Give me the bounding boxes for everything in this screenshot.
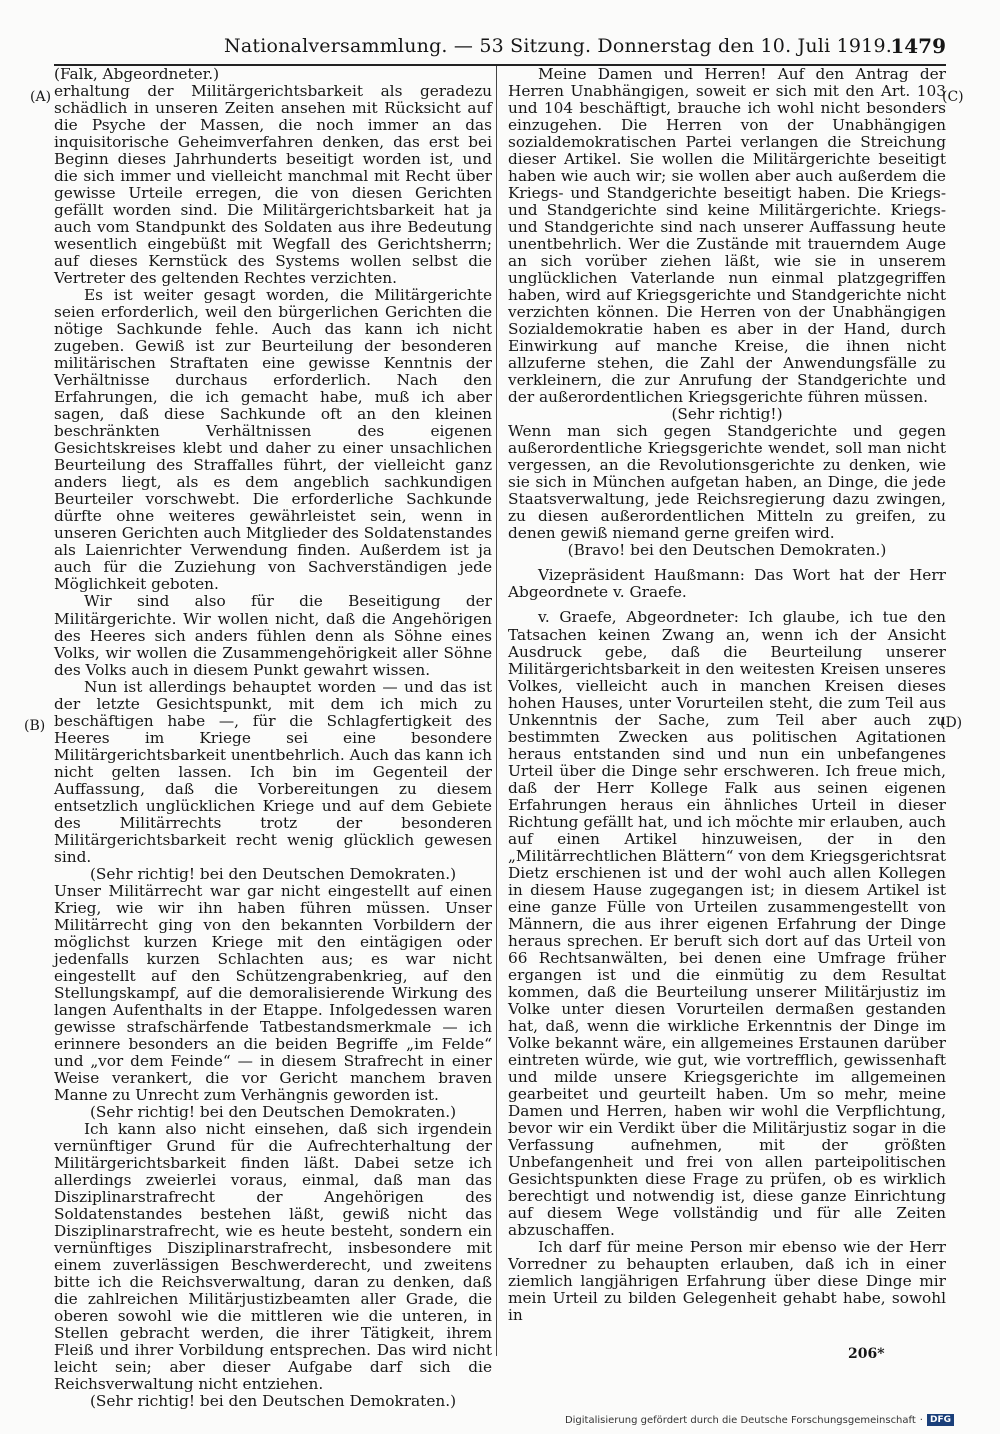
dfg-logo: DFG (927, 1414, 954, 1426)
speaker-line: Vizepräsident Haußmann: Das Wort hat der Herr Abgeordnete v. Graefe. (508, 566, 946, 602)
paragraph: erhaltung der Militärgerichtsbarkeit als geradezu schädlich in unseren Zeiten ansehen mit Rücksicht auf die Psyche der Massen, die noch immer an das inquisitorische Geheimverfahren denken, das erst bei Beginn dieses Jahrhunderts beseitigt worden ist, und die sich immer und vielleicht manchmal mit Recht über gewisse Urteile erregen, die von diesen Gerichten gefällt worden sind. Die Militärgerichtsbarkeit hat ja auch vom Standpunkt des Soldaten aus ihre Bedeutung wesentlich eingebüßt mit Wegfall des Gerichtsherrn; auf dieses Kernstück des Systems wollen selbst die Vertreter des geltenden Rechtes verzichten. (54, 82, 492, 288)
interjection: (Sehr richtig! bei den Deutschen Demokraten.) (89, 1392, 457, 1411)
paragraph: Es ist weiter gesagt worden, die Militärgerichte seien erforderlich, weil den bürgerlichen Gerichten die nötige Sachkunde fehle. Auch das kann ich nicht zugeben. Gewiß ist zur Beurteilung der besonderen militärischen Straftaten eine gewisse Kenntnis der Verhältnisse durchaus erforderlich. Nach den Erfahrungen, die ich gemacht habe, muß ich aber sagen, daß diese Sachkunde oft an den kleinen beschränkten Verhältnissen des eigenen Gesichtskreises klebt und daher zu einer unsachlichen Beurteilung des Straffalles führt, der vielleicht ganz anders liegt, als es dem angeblich sachkundigen Beurteiler vorschwebt. Die erforderliche Sachkunde dürfte ohne weiteres gewährleistet sein, wenn in unseren Gerichten auch Mitglieder des Soldatenstandes als Laienrichter Verwendung finden. Außerdem ist ja auch für die Zuziehung von Sachverständigen jede Möglichkeit geboten. (54, 286, 492, 594)
paragraph: Wir sind also für die Beseitigung der Militärgerichte. Wir wollen nicht, daß die Angehörigen des Heeres sich anders fühlen denn als Söhne eines Volks, wir wollen die Zusammengehörigkeit aller Söhne des Volks auch in diesem Punkt gewahrt wissen. (54, 592, 492, 679)
paragraph: Unser Militärrecht war gar nicht eingestellt auf einen Krieg, wie wir ihn haben führen müssen. Unser Militärrecht ging von den bekannten Vorbildern der möglichst kurzen Kriege mit den eintägigen oder jedenfalls kurzen Schlachten aus; es war nicht eingestellt auf den Schützengrabenkrieg, auf den Stellungskampf, auf die demoralisierende Wirkung des langen Aufenthalts in der Etappe. Infolgedessen waren gewisse strafschärfende Tatbestandsmerkmale — ich erinnere besonders an die beiden Begriffe „im Felde“ und „vor dem Feinde“ — in diesem Strafrecht in einer Weise verankert, die vor Gericht manchem braven Manne zu Unrecht zum Verhängnis geworden ist. (54, 881, 492, 1104)
interjection: (Sehr richtig! bei den Deutschen Demokraten.) (89, 864, 457, 883)
column-divider (496, 66, 497, 1356)
paragraph: Nun ist allerdings behauptet worden — und das ist der letzte Gesichtspunkt, mit dem ich mich zu beschäftigen habe —, für die Schlagfertigkeit des Heeres im Kriege sei eine besondere Militärgerichtsbarkeit unentbehrlich. Auch das kann ich nicht gelten lassen. Ich bin im Gegenteil der Auffassung, daß die Vorbereitungen zu diesem entsetzlich unglücklichen Kriege und auf dem Gebiete des Militärrechts trotz der besonderen Militärgerichtsbarkeit recht wenig glücklich gewesen sind. (54, 677, 492, 866)
speaker-continuation: (Falk, Abgeordneter.) (54, 65, 220, 83)
left-column (54, 66, 492, 1410)
page-number: 1479 (890, 34, 946, 58)
paragraph: Ich kann also nicht einsehen, daß sich irgendein vernünftiger Grund für die Aufrechterhaltung der Militärgerichtsbarkeit finden läßt. Dabei setze ich allerdings zweierlei voraus, einmal, daß man das Disziplinarstrafrecht der Angehörigen des Soldatenstandes bestehen läßt, gewiß nicht das Disziplinarstrafrecht, wie es heute besteht, sondern ein vernünftiges Disziplinarstrafrecht, insbesondere mit einem zuverlässigen Beschwerderecht, und zweitens bitte ich die Reichsverwaltung, daran zu denken, daß die zahlreichen Militärjustizbeamten aller Grade, die oberen sowohl wie die mittleren wie die unteren, in Stellen gebracht werden, die ihrer Tätigkeit, ihrem Fleiß und ihrer Vorbildung entsprechen. Das wird nicht leicht sein; aber dieser Aufgabe darf sich die Reichsverwaltung nicht entziehen. (54, 1119, 492, 1394)
margin-mark-d: (D) (940, 715, 963, 731)
signature-mark: 206* (848, 1346, 885, 1362)
interjection: (Bravo! bei den Deutschen Demokraten.) (567, 541, 887, 560)
paragraph: Wenn man sich gegen Standgerichte und gegen außerordentliche Kriegsgerichte wendet, soll man nicht vergessen, an die Revolutionsgerichte zu denken, wie sie sich in München aufgetan haben, an Dinge, die jede Staatsverwaltung, jede Reichsregierung dazu zwingen, zu diesen außerordentlichen Mitteln zu greifen, zu denen gewiß niemand gerne greifen wird. (508, 422, 946, 543)
interjection: (Sehr richtig! bei den Deutschen Demokraten.) (89, 1102, 457, 1121)
paragraph: Meine Damen und Herren! Auf den Antrag der Herren Unabhängigen, soweit er sich mit den Art. 103 und 104 beschäftigt, brauche ich wohl nicht besonders einzugehen. Die Herren von der Unabhängigen sozialdemokratischen Partei verlangen die Streichung dieser Artikel. Sie wollen die Militärgerichte beseitigt haben wie auch wir; sie wollen aber auch außerdem die Kriegs- und Standgerichte beseitigt haben. Die Kriegs- und Standgerichte sind keine Militärgerichte. Kriegs- und Standgerichte sind nach unserer Auffassung heute unentbehrlich. Wer die Zustände mit trauerndem Auge an sich vorüber ziehen läßt, wie sie in unserem unglücklichen Vaterlande nun einmal platzgegriffen haben, wird auf Kriegsgerichte und Standgerichte nicht verzichten können. Die Herren von der Unabhängigen Sozialdemokratie haben es aber in der Hand, durch Einwirkung auf manche Kreise, die ihnen nicht allzuferne stehen, die Zahl der Anwendungsfälle zu verkleinern, die zur Anrufung der Standgerichte und der außerordentlichen Kriegsgerichte führen müssen. (508, 65, 946, 407)
paragraph: Ich darf für meine Person mir ebenso wie der Herr Vorredner zu behaupten erlauben, daß ich in einer ziemlich langjährigen Erfahrung über diese Dinge mir mein Urteil zu bilden Gelegenheit gehabt habe, sowohl in (508, 1238, 946, 1325)
right-column (508, 66, 946, 1324)
margin-mark-c: (C) (942, 89, 964, 105)
margin-mark-b: (B) (24, 718, 46, 734)
credit-text: Digitalisierung gefördert durch die Deutsche Forschungsgemeinschaft (564, 1414, 916, 1426)
margin-mark-a: (A) (30, 89, 52, 105)
running-header (54, 30, 946, 62)
paragraph: v. Graefe, Abgeordneter: Ich glaube, ich tue den Tatsachen keinen Zwang an, wenn ich der Ansicht Ausdruck gebe, daß die Beurteilung unserer Militärgerichtsbarkeit in den weitesten Kreisen unseres Volkes, vielleicht auch in manchen Kreisen dieses hohen Hauses, unter Vorurteilen steht, die zum Teil aus Unkenntnis der Sache, zum Teil aber auch zu bestimmten Zwecken aus politischen Agitationen heraus entstanden sind und nun ein unbefangenes Urteil über die Dinge sehr erschweren. Ich freue mich, daß der Herr Kollege Falk aus seinen eigenen Erfahrungen heraus ein ähnliches Urteil in dieser Richtung gefällt hat, und ich möchte mir erlauben, auch auf einen Artikel hinzuweisen, der in den „Militärrechtlichen Blättern“ von dem Kriegsgerichtsrat Dietz erschienen ist und der wohl auch allen Kollegen in diesem Hause zugegangen ist; in diesem Artikel ist eine ganze Fülle von Urteilen zusammengestellt von Männern, die aus ihrer eigenen Erfahrung der Dinge heraus sprechen. Er beruft sich dort auf das Urteil von 66 Rechtsanwälten, bei denen eine Umfrage früher ergangen ist und die einmütig zu dem Resultat kommen, daß die Beurteilung unserer Militärjustiz im Volke unter diesen Vorurteilen dermaßen gestanden hat, daß, wenn die wirkliche Erkenntnis der Dinge im Volke bekannt wäre, ein allgemeines Erstaunen darüber eintreten würde, wie gut, wie vortrefflich, gewissenhaft und milde unsere Kriegsgerichte im allgemeinen gearbeitet und geurteilt haben. Um so mehr, meine Damen und Herren, haben wir wohl die Verpflichtung, bevor wir ein Verdikt über die Militärjustiz sogar in die Verfassung aufnehmen, mit der größten Unbefangenheit und frei von allen parteipolitischen Gesichtspunkten diese Frage zu prüfen, ob es wirklich berechtigt und notwendig ist, diese ganze Einrichtung auf diesem Wege vollständig und für alle Zeiten abzuschaffen. (508, 608, 946, 1240)
interjection: (Sehr richtig!) (671, 405, 783, 424)
digitization-credit: Digitalisierung gefördert durch die Deutsche Forschungsgemeinschaft · DFG (565, 1414, 954, 1426)
header-title: Nationalversammlung. — 53 Sitzung. Donnerstag den 10. Juli 1919. (224, 35, 892, 57)
